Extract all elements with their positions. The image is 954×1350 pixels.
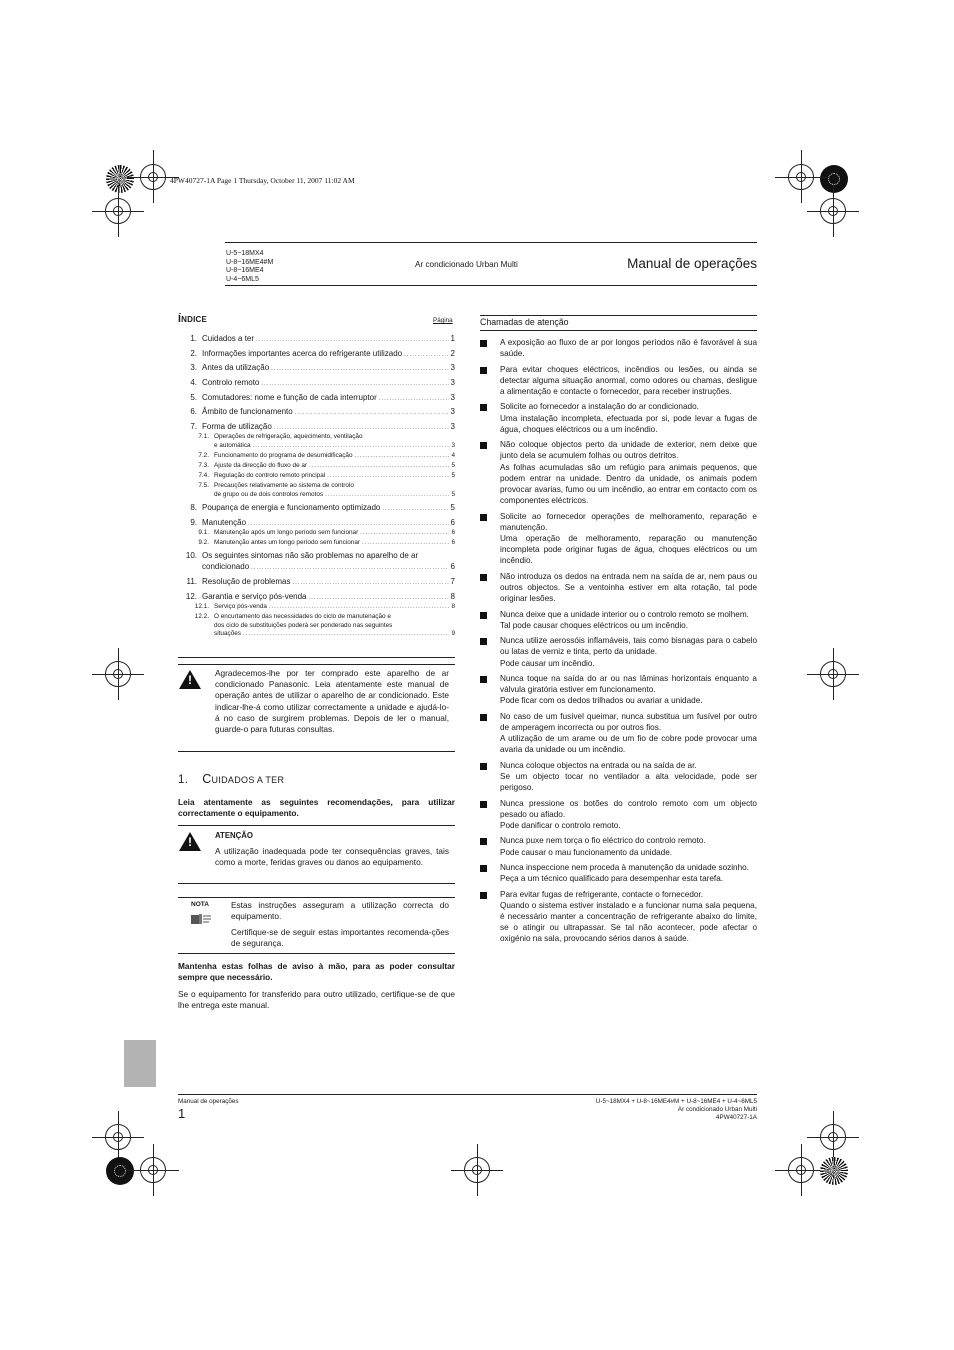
toc-subentry[interactable]: 7.4. Regulação do controlo remoto principal ..... 5: [178, 472, 455, 482]
crop-registration-mark: [105, 1124, 131, 1150]
header-product: Ar condicionado Urban Multi: [415, 260, 518, 269]
list-item: [480, 439, 757, 506]
list-item-text: Não coloque objectos perto da unidade de exterior, nem deixe que junto dela se acumulem folhas ou outros detritos. As folhas acumuladas são um refúgio para animais pequenos, que podem entrar na unidade. Dentro da unidade, os animais podem provocar avarias, fumo ou um incêndio, ao entrar em contacto com os componentes eléctricos.: [500, 440, 757, 506]
table-of-contents: [178, 334, 455, 640]
bullet-icon: [480, 340, 487, 347]
attention-rule-1: [480, 330, 757, 331]
list-item-text: Para evitar fugas de refrigerante, contacte o fornecedor. Quando o sistema estiver instalado e a funcionar numa sala pequena, é necessário manter a concentração de refrigerante abaixo do limite, se o atingir ou ultrapassar. Se tal não acontecer, pode afectar o oxigénio na sala, provocando sérios danos à saúde.: [500, 889, 757, 944]
footer-models: U-5~18MX4 + U-8~16ME4#M + U-8~16ME4 + U-4~6ML5: [595, 1098, 757, 1105]
list-item-text: Nunca pressione os botões do controlo remoto com um objecto pesado ou afiado. Pode danificar o controlo remoto.: [500, 798, 757, 830]
crop-registration-mark: [788, 1157, 814, 1183]
nota-label: NOTA: [191, 901, 209, 908]
keep-text: Mantenha estas folhas de aviso à mão, para as poder consultar sempre que necessário.: [178, 961, 455, 983]
section-title: 1. CUIDADOS A TER: [178, 772, 285, 786]
footer-rule: [178, 1094, 757, 1095]
list-item-text: Nunca toque na saída do ar ou nas lâminas horizontais enquanto a válvula giratória estiver em funcionamento. Pode ficar com os dedos trilhados ou avariar a unidade.: [500, 673, 757, 706]
toc-subentry[interactable]: 7.2. Funcionamento do programa de desumidificação ..... 4: [178, 452, 455, 462]
toc-entry[interactable]: 8. Poupança de energia e funcionamento optimizado ..... 5: [178, 503, 455, 518]
toc-entry[interactable]: 10. Os seguintes sintomas não são problemas no aparelho de ar: [185, 550, 419, 560]
list-item: [480, 673, 757, 707]
crop-line: [153, 150, 154, 170]
footer-right: [596, 1098, 757, 1122]
note-hand-icon: [190, 912, 212, 926]
crop-registration-mark: [105, 661, 131, 687]
toc-subentry[interactable]: 12.1. Serviço pós-venda ..... 8: [178, 603, 455, 613]
footer-product: Ar condicionado Urban Multi: [677, 1106, 757, 1113]
color-registration-mark: [820, 165, 848, 193]
bullet-icon: [480, 404, 487, 411]
crop-registration-mark: [140, 1157, 166, 1183]
toc-subentry[interactable]: 7.3. Ajuste da direcção do fluxo de ar ..... 5: [178, 462, 455, 472]
warning-icon: [179, 832, 201, 851]
thanks-box-rule-bottom: [178, 751, 455, 752]
bullet-icon: [480, 514, 487, 521]
bullet-icon: [480, 801, 487, 808]
color-registration-mark: [106, 1157, 134, 1185]
list-item-text: Solicite ao fornecedor a instalação do ar condicionado. Uma instalação incompleta, efectuada por si, pode levar a fugas de água, choques eléctricos ou a um incêndio.: [500, 402, 757, 434]
list-item: [480, 635, 757, 669]
print-slug: 4PW40727-1A Page 1 Thursday, October 11, 2007 11:02 AM: [170, 176, 355, 185]
crop-line: [836, 211, 856, 212]
list-item-text: Para evitar choques eléctricos, incêndios ou lesões, ou ainda se detectar alguma situação anormal, como odores ou chamas, desligue a alimentação e contacte o fornecedor, para receber instruções.: [500, 364, 757, 396]
bullet-icon: [480, 676, 487, 683]
bullet-icon: [480, 714, 487, 721]
nota-text-2: Certifique-se de seguir estas importantes recomenda-ções de segurança.: [231, 927, 449, 949]
list-item-text: Nunca puxe nem torça o fio eléctrico do controlo remoto. Pode causar o mau funcionamento da unidade.: [500, 836, 706, 857]
footer-manual-label: Manual de operações: [178, 1098, 239, 1105]
bullet-icon: [480, 838, 487, 845]
color-registration-mark: [106, 165, 134, 193]
crop-registration-mark: [820, 1124, 846, 1150]
language-tab: [124, 1040, 156, 1087]
list-item: [480, 889, 757, 945]
list-item-text: Nunca deixe que a unidade interior ou o controlo remoto se molhem. Tal pode causar choques eléctricos ou um incêndio.: [500, 609, 749, 630]
toc-subentry-cont[interactable]: dos ciclo de substituições poderá ser ponderado nas seguintes: [214, 621, 393, 629]
attention-heading: Chamadas de atenção: [480, 317, 569, 327]
footer-code: 4PW40727-1A: [716, 1114, 757, 1121]
toc-entry[interactable]: 4. Controlo remoto ..... 3: [178, 378, 455, 393]
toc-entry-cont[interactable]: condicionado ..... 6: [178, 562, 455, 577]
toc-subentry[interactable]: 12.2. O encurtamento das necessidades do ciclo de manutenação e: [194, 613, 391, 620]
toc-subentry[interactable]: 7.5. Precauções relativamente ao sistema de controlo: [198, 482, 354, 490]
list-item: [480, 571, 757, 605]
list-item: [480, 862, 757, 884]
bullet-icon: [480, 638, 487, 645]
list-item-text: No caso de um fusível queimar, nunca substitua um fusível por outro de amperagem incorrecta ou por outros fios. A utilização de um arame ou de um fio de cobre pode provocar uma avaria da unidade ou um incêndio.: [500, 711, 757, 755]
bullet-icon: [480, 892, 487, 899]
warning-icon: [179, 670, 201, 689]
header-models: [226, 250, 273, 284]
page-title: Manual de operações: [627, 256, 757, 271]
attention-list: [480, 337, 757, 949]
model-line: U-8~16ME4#M: [226, 258, 274, 266]
model-line: U-8~16ME4: [226, 267, 264, 275]
toc-entry[interactable]: 1. Cuidados a ter ..... 1: [178, 334, 455, 349]
list-item: [480, 511, 757, 567]
header-rule-bottom: [225, 285, 757, 286]
thanks-box-rule-top2: [178, 664, 455, 665]
list-item-text: Nunca utilize aerossóis inflamáveis, tais como bisnagas para o cabelo ou latas de verniz e tinta, perto da unidade. Pode causar um incêndio.: [500, 636, 757, 668]
list-item: [480, 609, 757, 631]
toc-entry[interactable]: 12. Garantia e serviço pós-venda ..... 8: [178, 592, 455, 603]
list-item: [480, 798, 757, 832]
toc-subentry[interactable]: 9.2. Manutenção antes um longo período sem funcionar ..... 6: [178, 539, 455, 551]
list-item-text: Nunca inspeccione nem proceda à manutenção da unidade sozinho. Peça a um técnico qualificado para desempenhar esta tarefa.: [500, 862, 749, 884]
toc-page-label: Página: [433, 317, 453, 324]
crop-registration-mark: [464, 1157, 490, 1183]
list-item: [480, 760, 757, 794]
atencao-text: A utilização inadequada pode ter consequências graves, tais como a morte, feridas graves ou danos ao equipamento.: [215, 846, 449, 868]
toc-entry[interactable]: 9. Manutenção ..... 6: [178, 518, 455, 529]
list-item-text: A exposição ao fluxo de ar por longos períodos não é favorável à sua saúde.: [500, 338, 757, 359]
bullet-icon: [480, 763, 487, 770]
section-intro: Leia atentamente as seguintes recomendações, para utilizar correctamente o equipamento.: [178, 797, 455, 819]
toc-heading: ÍNDICE: [178, 313, 208, 325]
list-item-text: Não introduza os dedos na entrada nem na saída de ar, nem paus ou outros objectos. Se a ventoinha estiver em alta rotação, tal pode originar lesões.: [500, 571, 757, 604]
bullet-icon: [480, 367, 487, 374]
atencao-rule-top: [178, 825, 455, 826]
toc-entry[interactable]: 5. Comutadores: nome e função de cada interruptor ..... 3: [178, 393, 455, 408]
toc-entry[interactable]: 6. Âmbito de funcionamento ..... 3: [178, 407, 455, 422]
crop-line: [98, 211, 118, 212]
crop-line: [801, 150, 802, 170]
list-item: [480, 401, 757, 435]
list-item: [480, 364, 757, 398]
bullet-icon: [480, 865, 487, 872]
model-line: U-5~18MX4: [226, 250, 264, 257]
toc-subentry-cont[interactable]: situações ..... 9: [178, 630, 455, 640]
crop-registration-mark: [820, 661, 846, 687]
attention-rule-2: [480, 315, 757, 316]
nota-rule-top: [178, 897, 455, 898]
bullet-icon: [480, 574, 487, 581]
bullet-icon: [480, 442, 487, 449]
toc-subentry[interactable]: 7.1. Operações de refrigeração, aquecimento, ventilação: [198, 433, 363, 441]
nota-text-1: Estas instruções asseguram a utilização correcta do equipamento.: [231, 900, 449, 922]
toc-entry[interactable]: 2. Informações importantes acerca do refrigerante utilizado ..... 2: [178, 349, 455, 364]
page-number: 1: [178, 1106, 186, 1121]
toc-subentry[interactable]: 9.1. Manutenção após um longo período sem funcionar ..... 6: [178, 529, 455, 539]
atencao-rule-bottom: [178, 883, 455, 884]
model-line: U-4~6ML5: [226, 275, 259, 283]
toc-subentry-cont[interactable]: de grupo ou de dois controlos remotos ..... 5: [178, 491, 455, 503]
toc-entry[interactable]: 3. Antes da utilização ..... 3: [178, 363, 455, 378]
nota-rule-bottom: [178, 953, 455, 954]
color-registration-mark: [820, 1157, 848, 1185]
thanks-text: Agradecemos-lhe por ter comprado este aparelho de ar condicionado Panasonic. Leia atentamente este manual de operação antes de utilizar o aparelho de ar condicionado. Este indicar-lhe-á como utilizar correctamente a unidade e ajudá-lo-á no caso de surgirem problemas. Depois de ler o manual, guarde-o para futuras consultas.: [215, 668, 449, 735]
transfer-text: Se o equipamento for transferido para outro utilizado, certifique-se de que lhe entrega este manual.: [178, 989, 455, 1011]
bullet-icon: [480, 612, 487, 619]
list-item: [480, 711, 757, 756]
list-item-text: Nunca coloque objectos na entrada ou na saída de ar. Se um objecto tocar no ventilador a alta velocidade, pode ser perigoso.: [500, 760, 757, 793]
toc-subentry-cont[interactable]: e automática ..... 3: [178, 442, 455, 452]
list-item: [480, 835, 757, 857]
atencao-label: ATENÇÃO: [215, 831, 253, 840]
toc-entry[interactable]: 11. Resolução de problemas ..... 7: [178, 577, 455, 592]
header-rule-top: [225, 242, 757, 243]
list-item: [480, 337, 757, 359]
list-item-text: Solicite ao fornecedor operações de melhoramento, reparação e manutenção. Uma operação de melhoramento, reparação ou manutenção incompleta pode originar fugas de água, choques eléctricos ou um incêndio.: [500, 511, 757, 566]
thanks-box-rule-top: [178, 657, 455, 658]
toc-entry[interactable]: 7. Forma de utilização ..... 3: [178, 422, 455, 433]
